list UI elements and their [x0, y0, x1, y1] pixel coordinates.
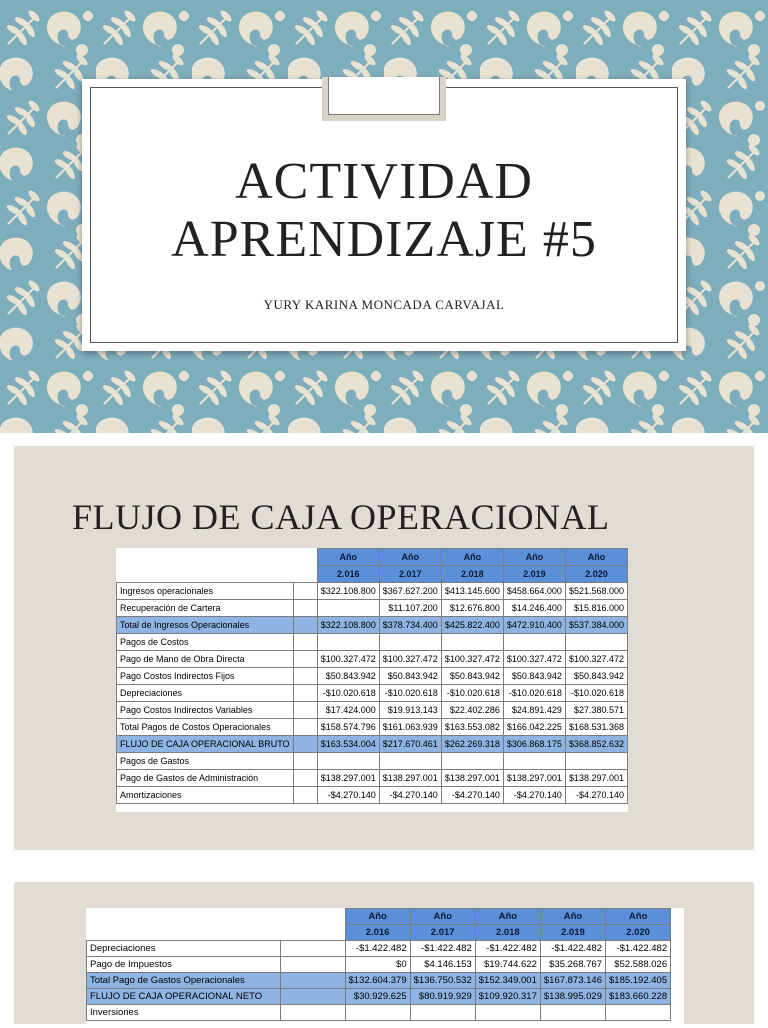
value-cell: $458.664.000	[503, 583, 565, 600]
value-cell: -$10.020.618	[503, 685, 565, 702]
value-cell: $413.145.600	[441, 583, 503, 600]
empty-cell	[281, 989, 346, 1005]
year-label-header: Año	[317, 549, 379, 566]
table-row	[117, 787, 628, 804]
value-cell: -$10.020.618	[379, 685, 441, 702]
value-cell	[379, 634, 441, 651]
header-spacer	[293, 566, 317, 583]
title-card	[82, 79, 686, 351]
value-cell	[503, 634, 565, 651]
row-label: Depreciaciones	[87, 941, 281, 957]
value-cell: -$10.020.618	[317, 685, 379, 702]
row-label: Inversiones	[87, 1005, 281, 1021]
value-cell: $306.868.175	[503, 736, 565, 753]
value-cell: $109.920.317	[475, 989, 540, 1005]
table-row	[117, 600, 628, 617]
table-row	[117, 753, 628, 770]
value-cell: $100.327.472	[503, 651, 565, 668]
header-spacer	[117, 566, 294, 583]
table-row	[87, 1005, 671, 1021]
value-cell: -$4.270.140	[441, 787, 503, 804]
header-spacer	[87, 925, 281, 941]
value-cell: $24.891.429	[503, 702, 565, 719]
value-cell	[565, 753, 627, 770]
row-label: Total de Ingresos Operacionales	[117, 617, 294, 634]
empty-cell	[293, 634, 317, 651]
row-label: FLUJO DE CAJA OPERACIONAL BRUTO	[117, 736, 294, 753]
title-line-1: ACTIVIDAD	[235, 153, 533, 210]
value-cell: $50.843.942	[441, 668, 503, 685]
value-cell	[317, 634, 379, 651]
row-label: Pagos de Gastos	[117, 753, 294, 770]
value-cell: $183.660.228	[606, 989, 671, 1005]
year-header: 2.018	[475, 925, 540, 941]
value-cell	[475, 1005, 540, 1021]
year-header: 2.019	[540, 925, 605, 941]
value-cell: $166.042.225	[503, 719, 565, 736]
empty-cell	[293, 736, 317, 753]
value-cell: $80.919.929	[410, 989, 475, 1005]
year-header: 2.019	[503, 566, 565, 583]
value-cell: $132.604.379	[345, 973, 410, 989]
cash-flow-table-continued-image	[86, 908, 684, 1028]
value-cell: $138.297.001	[441, 770, 503, 787]
value-cell: $138.297.001	[503, 770, 565, 787]
cash-flow-table-continued	[86, 908, 671, 1021]
year-header: 2.020	[565, 566, 627, 583]
empty-cell	[293, 651, 317, 668]
empty-cell	[281, 973, 346, 989]
year-header: 2.016	[345, 925, 410, 941]
value-cell: $185.192.405	[606, 973, 671, 989]
value-cell: $22.402.286	[441, 702, 503, 719]
title-card-tab	[322, 77, 446, 121]
header-spacer	[117, 549, 294, 566]
header-spacer	[293, 549, 317, 566]
value-cell: $138.995.029	[540, 989, 605, 1005]
title-slide	[0, 0, 768, 433]
row-label: Pago de Gastos de Administración	[117, 770, 294, 787]
value-cell: $15.816.000	[565, 600, 627, 617]
empty-cell	[293, 770, 317, 787]
row-label: Amortizaciones	[117, 787, 294, 804]
year-header: 2.017	[410, 925, 475, 941]
value-cell: -$4.270.140	[379, 787, 441, 804]
presentation-title	[82, 153, 686, 269]
row-label: Total Pago de Gastos Operacionales	[87, 973, 281, 989]
value-cell: $0	[345, 957, 410, 973]
value-cell: $138.297.001	[317, 770, 379, 787]
table-row	[117, 617, 628, 634]
value-cell: $262.269.318	[441, 736, 503, 753]
value-cell: $168.531.368	[565, 719, 627, 736]
value-cell: -$10.020.618	[565, 685, 627, 702]
empty-cell	[293, 583, 317, 600]
value-cell: -$10.020.618	[441, 685, 503, 702]
value-cell: $322.108.800	[317, 583, 379, 600]
value-cell: $19.744.622	[475, 957, 540, 973]
value-cell: -$4.270.140	[565, 787, 627, 804]
author-name: YURY KARINA MONCADA CARVAJAL	[263, 297, 505, 312]
value-cell: $4.146.153	[410, 957, 475, 973]
empty-cell	[293, 753, 317, 770]
row-label: FLUJO DE CAJA OPERACIONAL NETO	[87, 989, 281, 1005]
empty-cell	[293, 617, 317, 634]
value-cell: $152.349.001	[475, 973, 540, 989]
value-cell	[317, 753, 379, 770]
table-row	[117, 702, 628, 719]
year-label-header: Año	[379, 549, 441, 566]
empty-cell	[293, 685, 317, 702]
row-label: Pago Costos Indirectos Variables	[117, 702, 294, 719]
value-cell	[317, 600, 379, 617]
header-spacer	[281, 925, 346, 941]
value-cell: $425.822.400	[441, 617, 503, 634]
value-cell: $52.588.026	[606, 957, 671, 973]
value-cell	[379, 753, 441, 770]
row-label: Pago de Impuestos	[87, 957, 281, 973]
empty-cell	[293, 702, 317, 719]
cash-flow-slide	[14, 446, 754, 850]
value-cell: -$1.422.482	[345, 941, 410, 957]
value-cell	[345, 1005, 410, 1021]
value-cell: $50.843.942	[565, 668, 627, 685]
value-cell	[503, 753, 565, 770]
value-cell	[441, 753, 503, 770]
empty-cell	[281, 1005, 346, 1021]
slide-title: FLUJO DE CAJA OPERACIONAL	[72, 497, 610, 537]
year-label-header: Año	[565, 549, 627, 566]
value-cell: $100.327.472	[379, 651, 441, 668]
year-header: 2.018	[441, 566, 503, 583]
table-row	[117, 583, 628, 600]
year-header: 2.020	[606, 925, 671, 941]
value-cell	[606, 1005, 671, 1021]
row-label: Total Pagos de Costos Operacionales	[117, 719, 294, 736]
year-header: 2.016	[317, 566, 379, 583]
table-row	[117, 634, 628, 651]
value-cell: $163.534.004	[317, 736, 379, 753]
row-label: Pago Costos Indirectos Fijos	[117, 668, 294, 685]
value-cell: -$1.422.482	[606, 941, 671, 957]
table-row	[117, 685, 628, 702]
table-row	[87, 957, 671, 973]
empty-cell	[281, 941, 346, 957]
empty-cell	[293, 787, 317, 804]
value-cell: $472.910.400	[503, 617, 565, 634]
year-label-header: Año	[441, 549, 503, 566]
table-row	[117, 736, 628, 753]
table-row	[87, 941, 671, 957]
table-row	[87, 973, 671, 989]
row-label: Depreciaciones	[117, 685, 294, 702]
row-label: Pago de Mano de Obra Directa	[117, 651, 294, 668]
value-cell: $100.327.472	[317, 651, 379, 668]
value-cell: $35.268.767	[540, 957, 605, 973]
value-cell: $158.574.796	[317, 719, 379, 736]
value-cell: $136.750.532	[410, 973, 475, 989]
table-row	[117, 651, 628, 668]
value-cell: $378.734.400	[379, 617, 441, 634]
value-cell: $50.843.942	[317, 668, 379, 685]
year-label-header: Año	[606, 909, 671, 925]
cash-flow-table	[116, 548, 628, 804]
value-cell: -$1.422.482	[475, 941, 540, 957]
title-line-2: APRENDIZAJE #5	[171, 211, 597, 268]
value-cell: $14.246.400	[503, 600, 565, 617]
value-cell: $521.568.000	[565, 583, 627, 600]
value-cell: $138.297.001	[565, 770, 627, 787]
cash-flow-continued-slide	[14, 882, 754, 1024]
table-row	[117, 719, 628, 736]
table-row	[87, 989, 671, 1005]
value-cell: -$1.422.482	[540, 941, 605, 957]
value-cell: $100.327.472	[441, 651, 503, 668]
value-cell	[565, 634, 627, 651]
empty-cell	[293, 600, 317, 617]
value-cell: $19.913.143	[379, 702, 441, 719]
value-cell: $161.063.939	[379, 719, 441, 736]
value-cell: $50.843.942	[503, 668, 565, 685]
table-row	[117, 770, 628, 787]
value-cell: $217.670.461	[379, 736, 441, 753]
value-cell: $163.553.082	[441, 719, 503, 736]
year-label-header: Año	[475, 909, 540, 925]
row-label: Recuperación de Cartera	[117, 600, 294, 617]
value-cell	[441, 634, 503, 651]
value-cell: $30.929.625	[345, 989, 410, 1005]
row-label: Pagos de Costos	[117, 634, 294, 651]
empty-cell	[293, 668, 317, 685]
year-label-header: Año	[410, 909, 475, 925]
value-cell: $17.424.000	[317, 702, 379, 719]
value-cell: $50.843.942	[379, 668, 441, 685]
row-label: Ingresos operacionales	[117, 583, 294, 600]
value-cell: -$1.422.482	[410, 941, 475, 957]
year-label-header: Año	[345, 909, 410, 925]
value-cell: $138.297.001	[379, 770, 441, 787]
value-cell	[410, 1005, 475, 1021]
year-label-header: Año	[540, 909, 605, 925]
value-cell: $12.676.800	[441, 600, 503, 617]
value-cell: -$4.270.140	[503, 787, 565, 804]
year-header: 2.017	[379, 566, 441, 583]
header-spacer	[87, 909, 281, 925]
value-cell: $167.873.146	[540, 973, 605, 989]
empty-cell	[281, 957, 346, 973]
value-cell	[540, 1005, 605, 1021]
value-cell: $27.380.571	[565, 702, 627, 719]
cash-flow-table-image	[116, 548, 628, 812]
empty-cell	[293, 719, 317, 736]
value-cell: -$4.270.140	[317, 787, 379, 804]
value-cell: $368.852.632	[565, 736, 627, 753]
table-row	[117, 668, 628, 685]
value-cell: $11.107.200	[379, 600, 441, 617]
header-spacer	[281, 909, 346, 925]
value-cell: $100.327.472	[565, 651, 627, 668]
value-cell: $367.627.200	[379, 583, 441, 600]
value-cell: $537.384.000	[565, 617, 627, 634]
value-cell: $322.108.800	[317, 617, 379, 634]
year-label-header: Año	[503, 549, 565, 566]
